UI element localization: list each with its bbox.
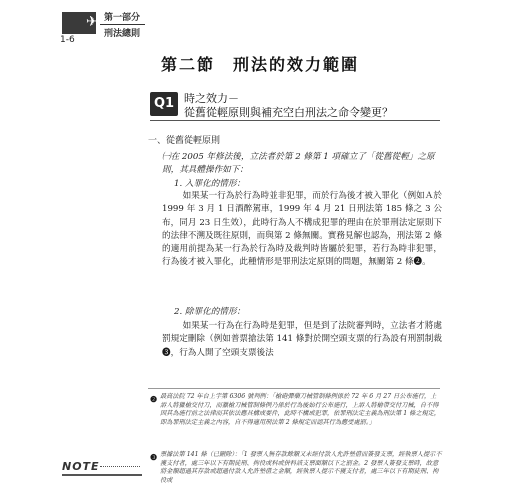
subheading-decriminalization: 2. 除罪化的情形： [174, 307, 246, 317]
question-divider [150, 120, 440, 121]
footnote-2: 票據法第 141 條（已刪除）：「1 發票人無存款餘額又未經付款人允許墊借而簽發支票，經執票人提示不獲支付者，處三年以下有期徒刑、拘役或科或併科該支票面額以下之罰金。2 發票人簽發支票時，故意將金額超過其存款或超過付款人允許墊借之金額，經執票人提示不獲支付者，處三年以下有期徒刑、拘役或 [160, 451, 442, 484]
question-badge: Q1 [150, 92, 178, 116]
part-name: 刑法總則 [104, 29, 141, 39]
paragraph-decriminalization [162, 320, 442, 360]
paragraph-intro: ㈠在 2005 年修法後，立法者於第 2 條第 1 項確立了「從舊從輕」之原則，其具體操作如下： [162, 152, 435, 176]
subheading-criminalization: 1. 入罪化的情形： [174, 179, 246, 189]
note-logo: NOTE [62, 460, 100, 473]
footnote-2-marker: ❸ [150, 452, 158, 462]
question-title-line2: 從舊從輕原則與補充空白刑法之命令變更？ [184, 106, 393, 119]
section-title: 第二節 刑法的效力範圍 [160, 55, 359, 74]
note-dotted-line [100, 466, 140, 468]
paragraph-criminalization-text: 如果某一行為於行為時並非犯罪，而於行為後才被入罪化（例如Ａ於 1999 年 3 月 1 日酒醉駕車，1999 年 4 月 21 日刑法第 185 條之 3 公布，同月 23 日生效），此時行為人不構成犯罪的理由在於罪刑法定原則下的法律不溯及既往原則，而與第 2 條無關。實務見解也認為，刑法第 2 條的適用前提為某一行為於行為時及裁判時皆屬於犯罪，若行為時非犯罪，行為後才被入罪化，此種情形是罪刑法定原則的問題，無關第 2 條❷。 [162, 191, 442, 268]
plane-icon: ✈ [86, 14, 98, 30]
header-divider [100, 24, 145, 25]
heading-principle: 一、從舊從輕原則 [148, 136, 221, 146]
question-title [184, 92, 444, 120]
question-title-line1: 時之效力－ [184, 92, 239, 105]
part-label: 第一部分 [104, 13, 141, 23]
page-number: 1-6 [60, 35, 75, 45]
footnote-1-marker: ❷ [150, 394, 158, 404]
paragraph-decriminalization-text: 如果某一行為在行為時是犯罪，但是到了法院審判時，立法者才將處罰規定刪除（例如普票搶法第 141 條對於開空頭支票的行為設有刑罰制裁❸，行為人開了空頭支票後法 [162, 321, 442, 358]
footnote-1: 最高法院 72 年台上字第 6306 號判例：「槍砲彈藥刀械管制條例係於 72 年 6 月 27 日公布施行，上訴人將獵槍交付刀，而獵槍刀械管制條例乃係於行為後始行公布施行，上訴人將槍帶交付刀械，自不得因其為施行前之法律而其依法應具構成要件，此時不構成犯罪，依罪刑法定主義為刑法第 1 條之規定，即為罪刑法定主義之內容，自不得適用刑法第 2 條規定而認其行為應受處罰。」 [160, 393, 441, 426]
paragraph-criminalization [162, 190, 442, 270]
note-underline [62, 474, 142, 476]
footnote-divider [148, 388, 440, 389]
